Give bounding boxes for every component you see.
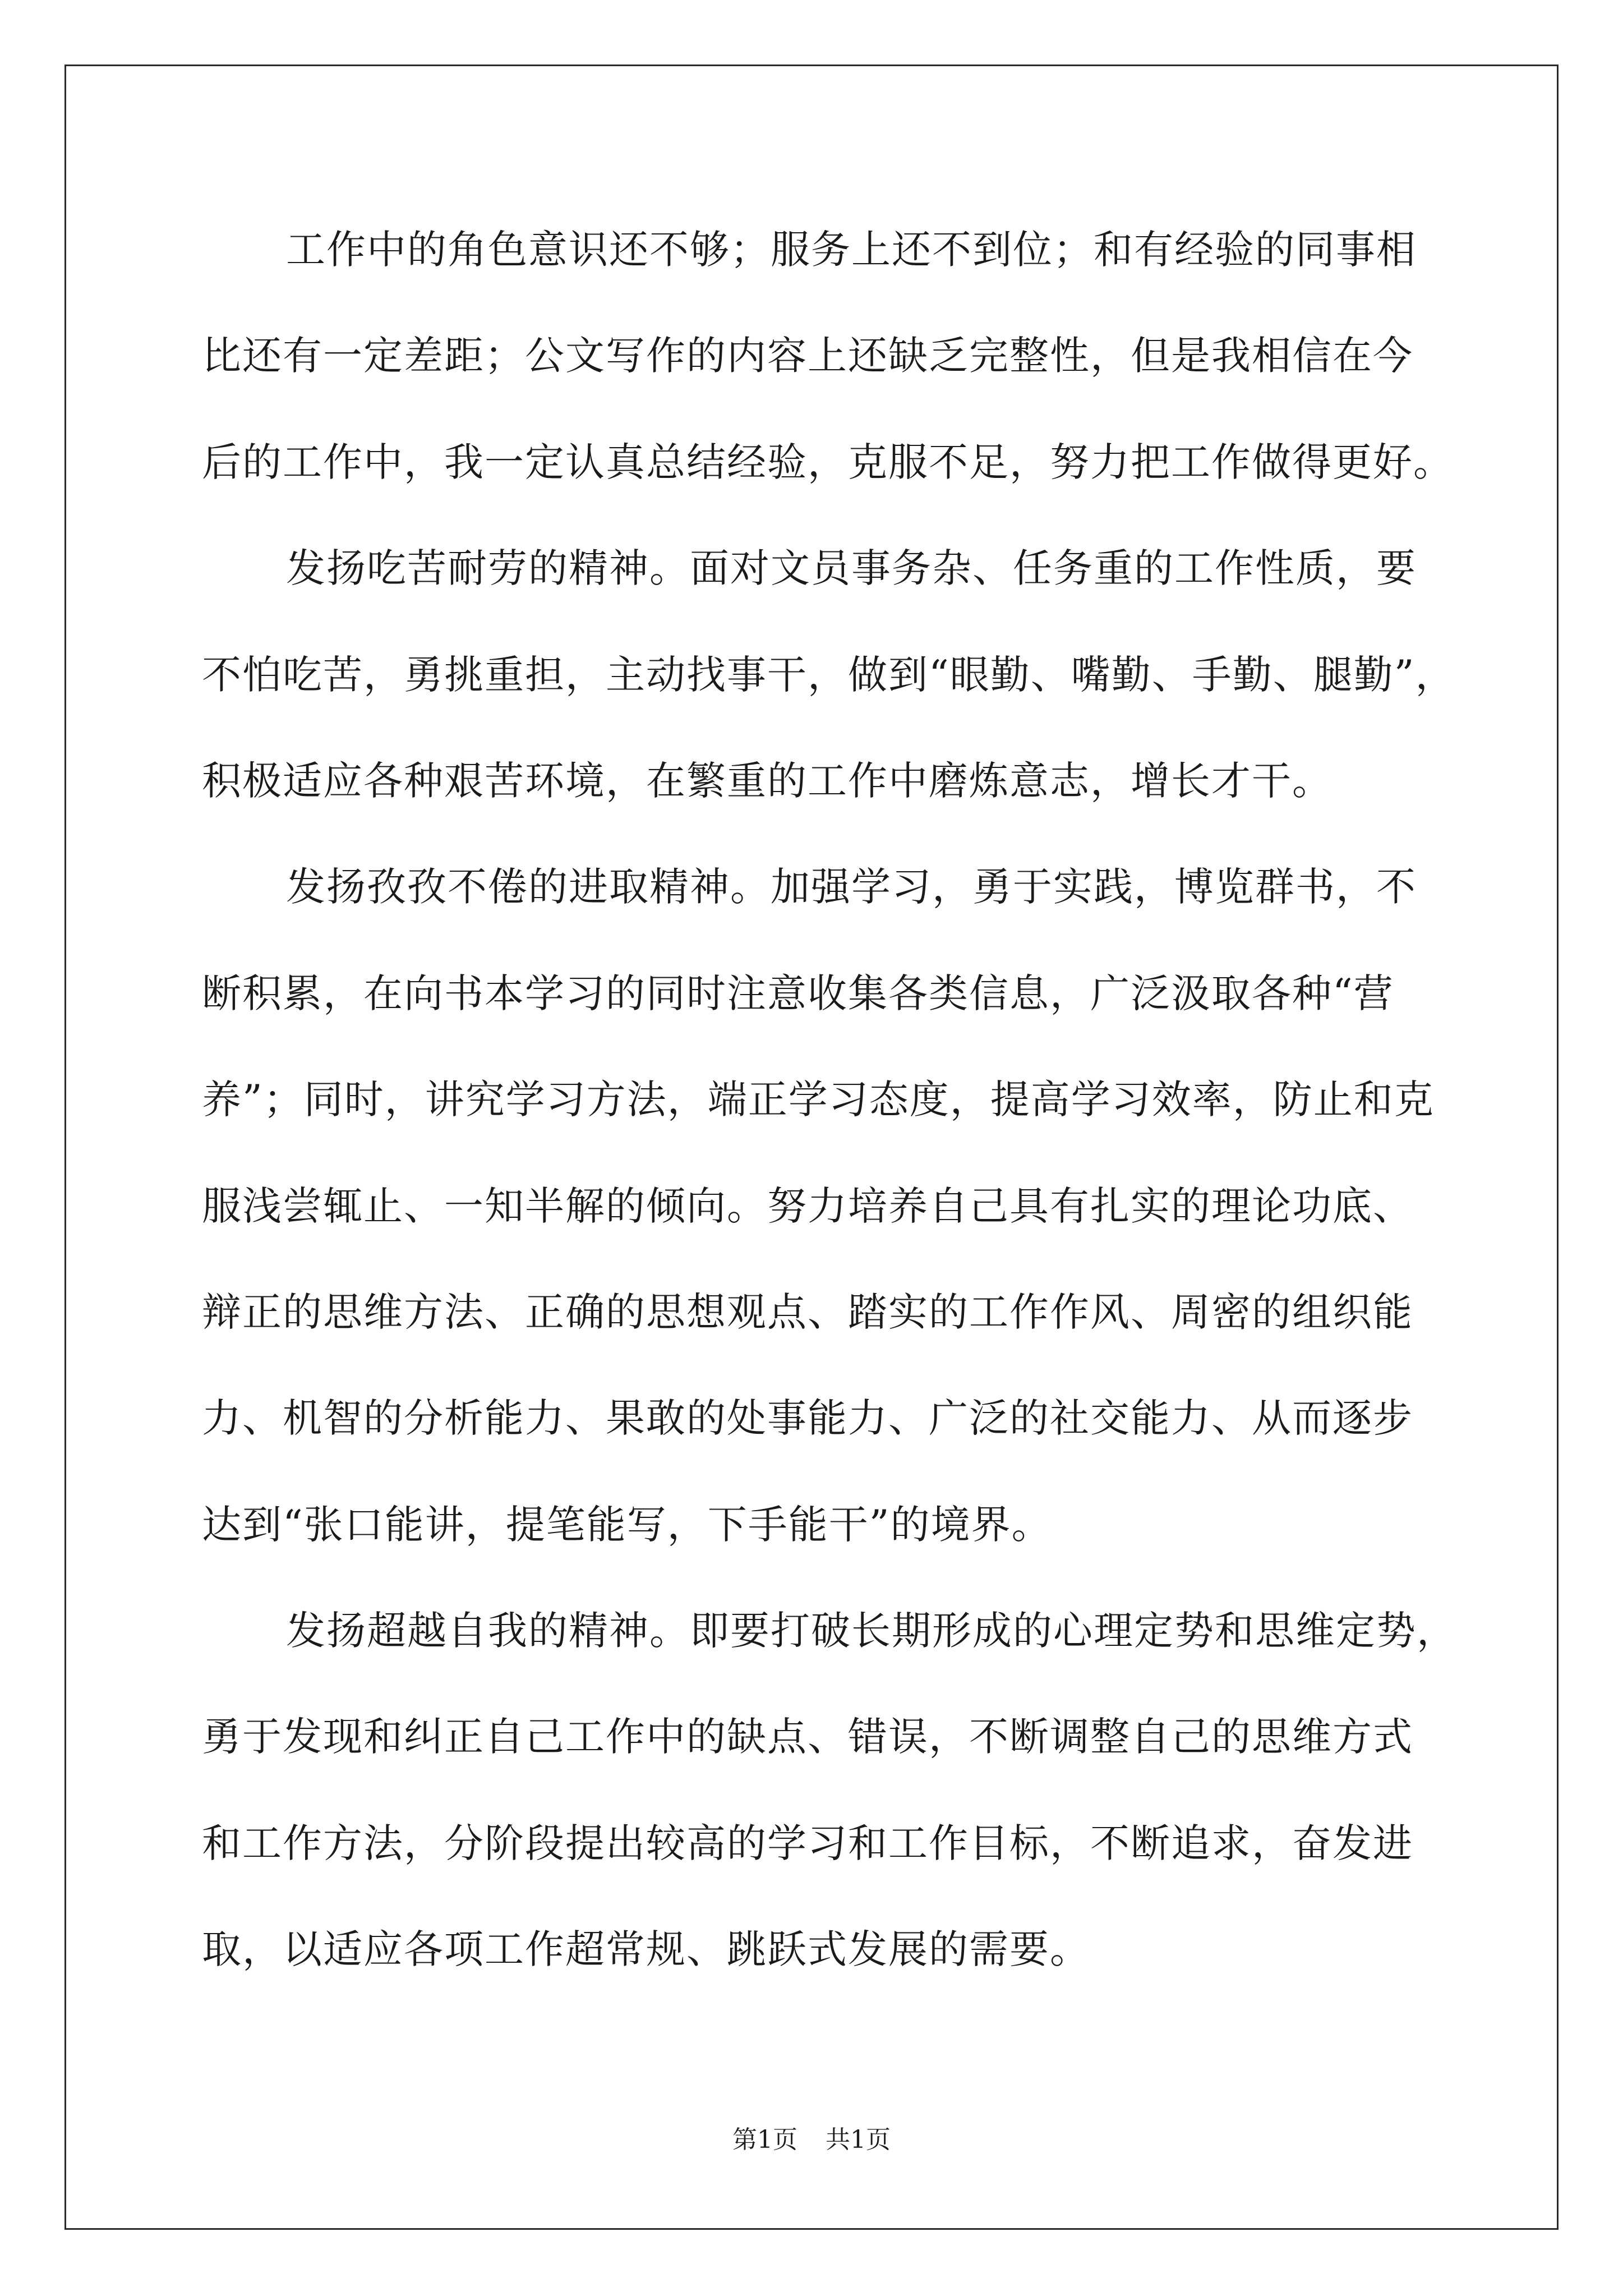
text-line: 工作中的角色意识还不够；服务上还不到位；和有经验的同事相 [286, 227, 1417, 273]
page-number: 第1页 [732, 2125, 797, 2154]
text-line: 养”；同时，讲究学习方法，端正学习态度，提高学习效率，防止和克 [202, 1076, 1435, 1123]
page-footer [0, 2123, 1623, 2157]
text-line: 勇于发现和纠正自己工作中的缺点、错误，不断调整自己的思维方式 [202, 1714, 1413, 1760]
text-line: 辩正的思维方法、正确的思想观点、踏实的工作作风、周密的组织能 [202, 1289, 1413, 1335]
text-line: 不怕吃苦，勇挑重担，主动找事干，做到“眼勤、嘴勤、手勤、腿勤”， [202, 651, 1456, 698]
text-line: 发扬超越自我的精神。即要打破长期形成的心理定势和思维定势， [286, 1608, 1457, 1654]
text-line: 力、机智的分析能力、果敢的处事能力、广泛的社交能力、从而逐步 [202, 1395, 1413, 1442]
paragraph-3 [202, 859, 1469, 1603]
paragraph-1 [202, 222, 1469, 540]
text-line: 发扬孜孜不倦的进取精神。加强学习，勇于实践，博览群书，不 [286, 864, 1417, 910]
text-line: 取，以适应各项工作超常规、跳跃式发展的需要。 [202, 1926, 1090, 1973]
page-total: 共1页 [826, 2125, 891, 2154]
text-line: 断积累，在向书本学习的同时注意收集各类信息，广泛汲取各种“营 [202, 970, 1394, 1016]
paragraph-4 [202, 1603, 1469, 2028]
paragraph-2 [202, 540, 1469, 859]
text-line: 积极适应各种艰苦环境，在繁重的工作中磨炼意志，增长才干。 [202, 757, 1332, 804]
text-line: 和工作方法，分阶段提出较高的学习和工作目标，不断追求，奋发进 [202, 1820, 1413, 1866]
document-body [202, 222, 1469, 2028]
text-line: 服浅尝辄止、一知半解的倾向。努力培养自己具有扎实的理论功底、 [202, 1182, 1413, 1229]
text-line: 比还有一定差距；公文写作的内容上还缺乏完整性，但是我相信在今 [202, 333, 1413, 379]
text-line: 达到“张口能讲，提笔能写，下手能干”的境界。 [202, 1501, 1052, 1548]
text-line: 发扬吃苦耐劳的精神。面对文员事务杂、任务重的工作性质，要 [286, 545, 1417, 592]
text-line: 后的工作中，我一定认真总结经验，克服不足，努力把工作做得更好。 [202, 439, 1454, 485]
